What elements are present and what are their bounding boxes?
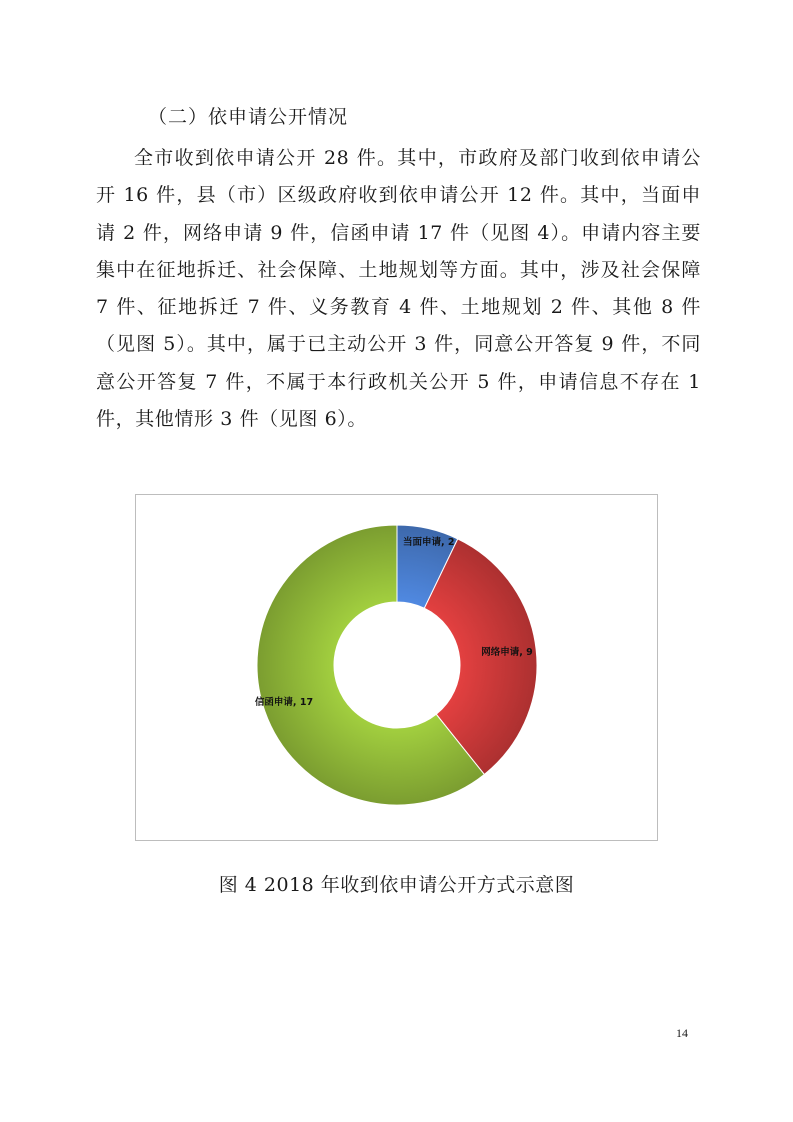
data-label-2: 网络申请, 9	[481, 647, 533, 658]
data-label-1: 当面申请, 2	[403, 537, 455, 548]
page-number: 14	[676, 1026, 688, 1040]
data-label-3: 信函申请, 17	[254, 697, 314, 708]
donut-chart-svg	[136, 495, 659, 842]
body-paragraph: 全市收到依申请公开 28 件。其中，市政府及部门收到依申请公开 16 件，县（市）区级政府收到依申请公开 12 件。其中，当面申请 2 件，网络申请 9 件，信函申请 17 件（见图 4）。申请内容主要集中在征地拆迁、社会保障、土地规划等方面。其中，涉及社会保障 7 件、征地拆迁 7 件、义务教育 4 件、土地规划 2 件、其他 8 件（见图 5）。其中，属于已主动公开 3 件，同意公开答复 9 件，不同意公开答复 7 件，不属于本行政机关公开 5 件，申请信息不存在 1 件，其他情形 3 件（见图 6）。	[96, 147, 701, 431]
figure-caption: 图 4 2018 年收到依申请公开方式示意图	[218, 874, 575, 896]
section-heading: （二）依申请公开情况	[148, 106, 349, 128]
donut-chart	[135, 494, 658, 841]
